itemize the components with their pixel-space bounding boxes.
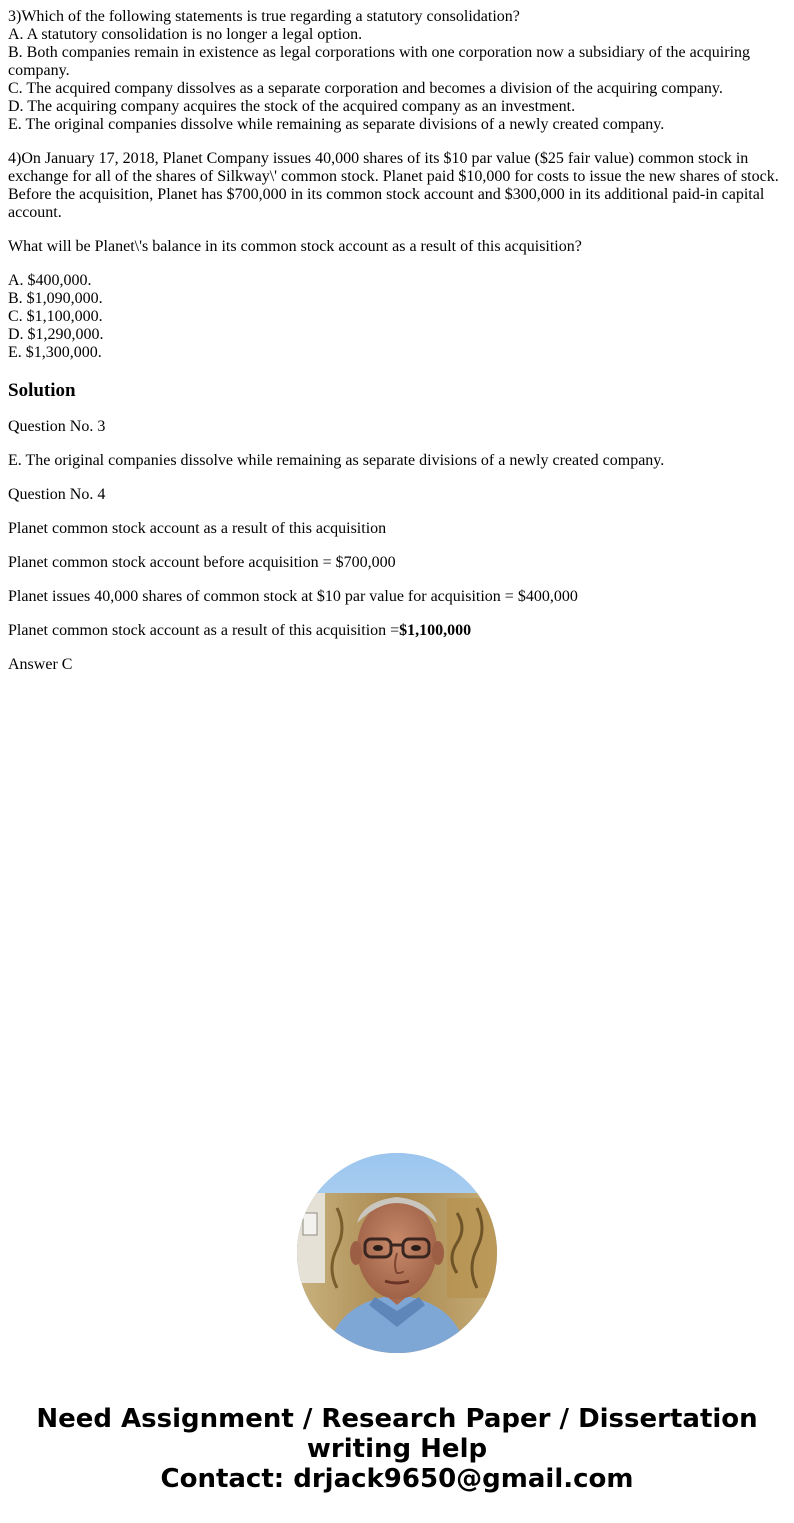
question-4-options <box>8 272 786 362</box>
promo-contact: Contact: drjack9650@gmail.com <box>160 1464 634 1494</box>
solution-q4-answer: Answer C <box>8 656 73 673</box>
solution-q4-label: Question No. 4 <box>8 486 106 503</box>
question-4-option-d: D. $1,290,000. <box>8 326 104 343</box>
solution-q4-line-4-prefix: Planet common stock account as a result of this acquisition = <box>8 622 400 639</box>
question-3-option-c: C. The acquired company dissolves as a separate corporation and becomes a division of the acquiring company. <box>8 80 723 97</box>
tutor-portrait-image <box>297 1153 497 1353</box>
solution-q4-line-4 <box>8 622 786 640</box>
solution-q4-line-3: Planet issues 40,000 shares of common stock at $10 par value for acquisition = $400,000 <box>8 588 578 605</box>
question-4-option-c: C. $1,100,000. <box>8 308 103 325</box>
question-3-option-b: B. Both companies remain in existence as legal corporations with one corporation now a subsidiary of the acquiring company. <box>8 44 751 79</box>
document-body <box>8 8 786 690</box>
question-3-option-a: A. A statutory consolidation is no longer a legal option. <box>8 26 363 43</box>
question-4-stem: 4)On January 17, 2018, Planet Company issues 40,000 shares of its $10 par value ($25 fair value) common stock in exchange for all of the shares of Silkway\' common stock. Planet paid $10,000 for costs to issue the new shares of stock. Before the acquisition, Planet has $700,000 in its common stock account and $300,000 in its additional paid-in capital account. <box>8 150 779 221</box>
promo-banner <box>0 1404 794 1494</box>
question-3-option-e: E. The original companies dissolve while remaining as separate divisions of a newly created company. <box>8 116 665 133</box>
question-3-stem: 3)Which of the following statements is true regarding a statutory consolidation? <box>8 8 520 25</box>
solution-q3-answer: E. The original companies dissolve while remaining as separate divisions of a newly created company. <box>8 452 665 469</box>
solution-q4-result: $1,100,000 <box>399 622 472 639</box>
promo-line-1: Need Assignment / Research Paper / Dissertation <box>36 1404 758 1434</box>
question-4-option-b: B. $1,090,000. <box>8 290 103 307</box>
avatar <box>297 1153 497 1353</box>
solution-q4-line-2: Planet common stock account before acquisition = $700,000 <box>8 554 396 571</box>
question-4-prompt: What will be Planet\'s balance in its common stock account as a result of this acquisition? <box>8 238 582 255</box>
solution-q4-line-1: Planet common stock account as a result of this acquisition <box>8 520 387 537</box>
question-3 <box>8 8 786 134</box>
question-3-option-d: D. The acquiring company acquires the stock of the acquired company as an investment. <box>8 98 576 115</box>
question-4-option-e: E. $1,300,000. <box>8 344 102 361</box>
solution-heading: Solution <box>8 380 76 401</box>
solution-q3-label: Question No. 3 <box>8 418 106 435</box>
promo-line-2: writing Help <box>306 1434 488 1464</box>
question-4-option-a: A. $400,000. <box>8 272 92 289</box>
